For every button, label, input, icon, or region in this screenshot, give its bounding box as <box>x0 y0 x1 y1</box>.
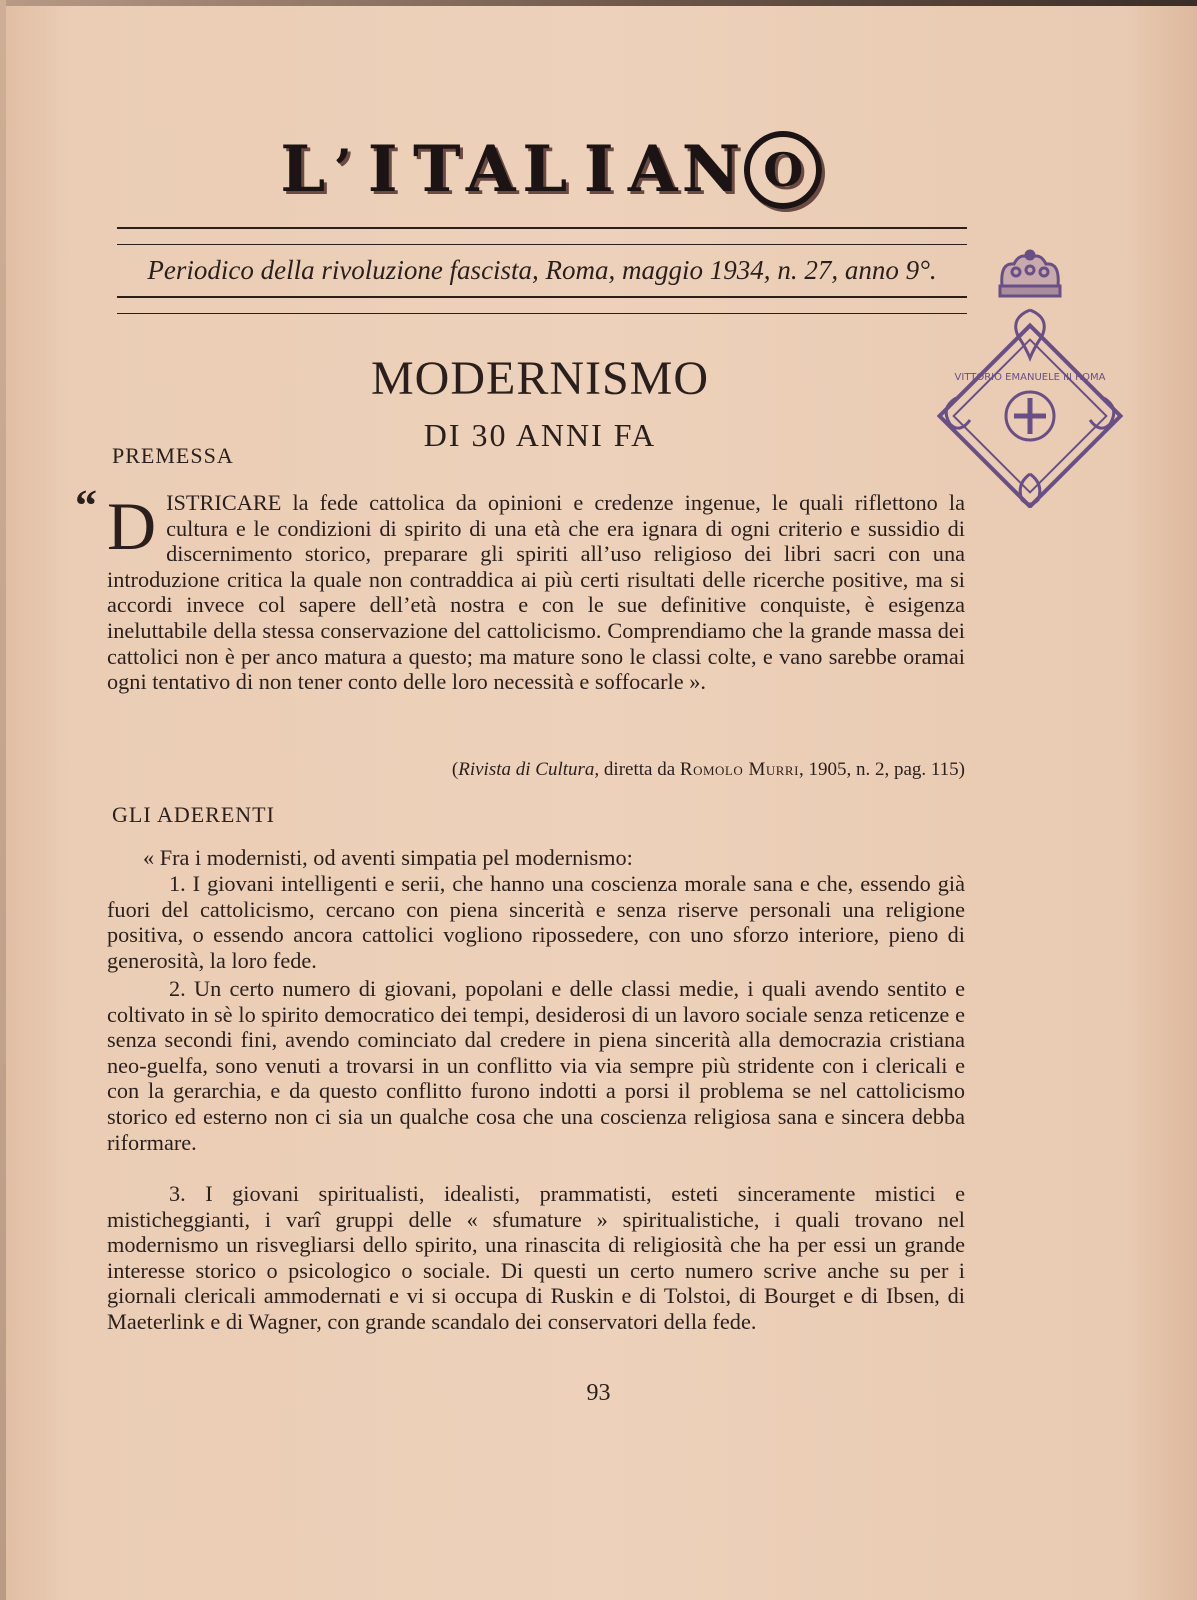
opening-quote-mark: “ <box>75 481 97 530</box>
masthead-letter: I <box>583 132 614 207</box>
masthead-subtitle <box>117 250 967 290</box>
masthead-rule <box>117 313 967 314</box>
library-stamp <box>930 248 1130 508</box>
masthead-letter: O <box>744 131 822 209</box>
drop-cap: D <box>107 488 157 564</box>
masthead-logo <box>190 125 910 215</box>
stamp-ring-text: VITTORIO EMANUELE III ROMA <box>954 372 1106 383</box>
subtitle-issue: n. 27, anno 9°. <box>777 255 937 285</box>
aderenti-intro: « Fra i modernisti, od aventi simpatia pel modernismo: <box>143 845 633 870</box>
section-heading-premessa: PREMESSA <box>112 443 234 468</box>
masthead-letter: L <box>522 132 568 207</box>
masthead-letter: A <box>627 132 678 207</box>
masthead-letter: I <box>367 132 398 207</box>
masthead-letter: T <box>412 132 461 207</box>
page-top-edge <box>0 0 1197 6</box>
premessa-paragraph <box>107 490 965 695</box>
subtitle-main: Periodico della rivoluzione fascista, Roma, maggio 1934, <box>147 255 778 285</box>
section-heading-aderenti: GLI ADERENTI <box>112 802 275 827</box>
premessa-text: la fede cattolica da opinioni e credenze ingenue, le quali riflettono la cultura e le condizioni di spirito di una età che era ignara di ogni criterio e sussidio di discernimento storico, preparare gli spiriti all’uso religioso dei libri sacri con una introduzione critica la quale non contraddica ai più certi risultati delle ricerche positive, ma si accordi invece col sapere dell’età nostra e con le sue definitive conquiste, è esigenza ineluttabile della stessa conservazione del cattolicismo. Comprendiamo che la grande massa dei cattolici non è per anco matura a questo; ma mature sono le classi colte, e vano sarebbe oramai ogni tentativo di non tener conto delle loro necessità e soffocarle ». <box>107 490 965 695</box>
masthead-rule <box>117 227 967 229</box>
citation-source: Rivista di Cultura, <box>458 759 600 780</box>
article-subtitle: DI 30 ANNI FA <box>423 417 657 453</box>
masthead-rule <box>117 244 967 245</box>
aderenti-item: 1. I giovani intelligenti e serii, che hanno una coscienza morale sana e che, essendo già fuori del cattolicismo, cercano con piena sincerità e senza riserve personali una religione positiva, o essendo ancora cattolici vogliono ripossedere, con uno sforzo interiore, pieno di generosità, la loro fede. <box>107 871 965 973</box>
aderenti-item: 3. I giovani spiritualisti, idealisti, prammatisti, esteti sinceramente mistici e misticheggianti, i varî gruppi delle « sfumature » spiritualistiche, i quali trovano nel modernismo un risvegliarsi dello spirito, una rinascita di religiosità che ha per essi un grande interesse storico o psicologico o sociale. Di questi un certo numero scrive anche su per i giornali clericali ammodernati e vi si occupa di Ruskin e di Tolstoi, di Bourget e di Ibsen, di Maeterlink e di Wagner, con grande scandalo dei conservatori della fede. <box>107 1181 965 1334</box>
citation <box>107 757 965 783</box>
citation-author: Romolo Murri <box>679 759 799 780</box>
masthead-letter: ’ <box>333 139 352 200</box>
citation-middle: diretta da <box>599 759 680 780</box>
aderenti-item: 2. Un certo numero di giovani, popolani e delle classi medie, i quali avendo sentito e coltivato in sè lo spirito democratico dei tempi, desiderosi di un lavoro sociale senza reticenze e senza secondi fini, avendo cominciato dal credere in piena sincerità alla democrazia cristiana neo-guelfa, sono venuti a trovarsi in un conflitto via via sempre più stridente con i clericali e con la gerarchia, e da questo conflitto furono indotti a porsi il problema se nel cattolicismo storico ed esterno non ci sia un qualche cosa che una coscienza religiosa sana e sincera debba riformare. <box>107 976 965 1155</box>
masthead-letter: N <box>681 132 741 207</box>
article-title: MODERNISMO <box>370 352 710 405</box>
page-number: 93 <box>586 1380 611 1406</box>
citation-rest: , 1905, n. 2, pag. 115) <box>798 759 965 780</box>
masthead-rule <box>117 296 967 298</box>
masthead-letter: A <box>465 132 516 207</box>
page-left-edge <box>0 0 6 1600</box>
first-word-rest: ISTRICARE <box>166 490 282 515</box>
citation-open: ( <box>451 759 459 780</box>
masthead-letter: L <box>280 132 326 207</box>
